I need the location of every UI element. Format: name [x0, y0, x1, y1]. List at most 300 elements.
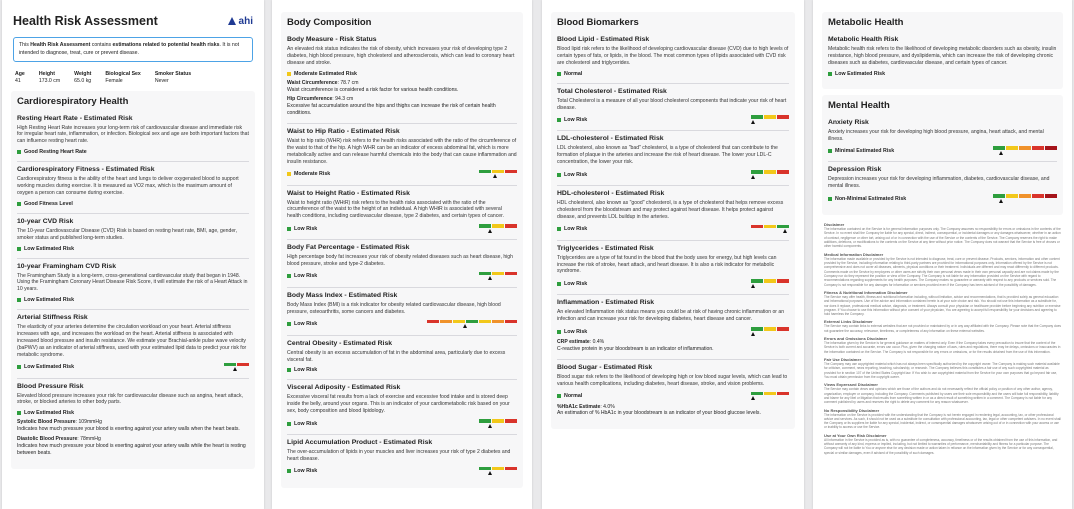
risk-card-title: Depression Risk — [828, 166, 882, 174]
risk-status — [17, 149, 87, 155]
profile-value: 173.0 cm — [38, 77, 61, 84]
risk-status — [557, 393, 582, 399]
risk-status-row — [557, 392, 789, 401]
gauge-pointer-icon — [488, 276, 492, 280]
gauge-segment — [479, 467, 491, 471]
status-indicator-icon — [557, 330, 561, 334]
gauge-segment — [505, 272, 517, 276]
risk-status-row — [287, 419, 517, 428]
gauge-segment — [764, 279, 776, 283]
metric-explanation: C-reactive protein in your bloodstream is an indicator of inflammation. — [557, 345, 714, 352]
gauge-segment — [453, 320, 465, 324]
risk-status — [557, 281, 587, 287]
risk-status-row — [17, 149, 249, 155]
legal-heading: No Responsibility Disclaimer — [824, 407, 880, 413]
risk-card-title: Body Mass Index - Estimated Risk — [287, 291, 398, 299]
status-indicator-icon — [557, 173, 561, 177]
section-title: Metabolic Health — [828, 17, 904, 28]
gauge-pointer-icon — [751, 120, 755, 124]
status-indicator-icon — [557, 394, 561, 398]
risk-card-title: Central Obesity - Estimated Risk — [287, 339, 393, 347]
risk-card-description: An elevated Inflammation risk status means you could be at risk of having chronic inflammation or an infection and can increase your risk for developing diabetes, heart disease and cancer. — [557, 309, 785, 323]
status-indicator-icon — [287, 469, 291, 473]
profile-label: Height — [38, 71, 55, 78]
status-indicator-icon — [287, 422, 291, 426]
risk-status — [828, 71, 885, 77]
risk-status-row — [557, 170, 789, 179]
section-body-composition — [281, 12, 523, 488]
risk-card — [287, 32, 517, 124]
profile-field — [74, 71, 91, 85]
legal-heading: Disclaimer — [824, 222, 845, 228]
risk-status-label: Moderate Risk — [294, 171, 331, 177]
risk-status-row — [17, 410, 249, 416]
risk-gauge — [479, 419, 517, 428]
risk-status — [287, 226, 317, 232]
risk-card-title: Arterial Stiffness Risk — [17, 314, 88, 322]
metric-label: Hip Circumference — [287, 96, 333, 103]
gauge-segment — [751, 225, 763, 229]
risk-card — [287, 186, 517, 241]
section-title: Blood Biomarkers — [557, 17, 639, 28]
profile-summary — [10, 62, 256, 91]
risk-status — [17, 410, 74, 416]
gauge-pointer-icon — [999, 199, 1003, 203]
risk-card-description: Depression increases your risk for developing inflammation, diabetes, cardiovascular disease, and mental illness. — [828, 176, 1050, 190]
risk-status-row — [557, 279, 789, 288]
gauge-segment — [751, 392, 763, 396]
risk-card-title: Resting Heart Rate - Estimated Risk — [17, 114, 133, 122]
status-indicator-icon — [557, 118, 561, 122]
gauge-segment — [764, 225, 776, 229]
metric-explanation: Waist circumference is considered a risk factor for various health conditions. — [287, 86, 459, 93]
risk-card-title: Waist to Hip Ratio - Estimated Risk — [287, 128, 400, 135]
status-indicator-icon — [557, 227, 561, 231]
status-indicator-icon — [17, 298, 21, 302]
gauge-segment — [1032, 194, 1044, 198]
metric-value: : 109mmHg — [75, 419, 102, 426]
risk-status-row — [17, 297, 249, 303]
risk-status-label: Low Estimated Risk — [835, 70, 886, 77]
status-indicator-icon — [828, 149, 832, 153]
risk-card — [828, 32, 1057, 83]
risk-status-row — [287, 367, 517, 373]
gauge-pointer-icon — [751, 284, 755, 288]
gauge-segment — [427, 320, 439, 324]
risk-status-row — [557, 225, 789, 234]
gauge-segment — [777, 392, 789, 396]
gauge-segment — [492, 272, 504, 276]
metric-label: Diastolic Blood Pressure — [17, 436, 78, 443]
risk-card — [557, 186, 789, 241]
metric-detail — [17, 436, 249, 457]
risk-card — [828, 115, 1057, 163]
risk-card-description: Blood lipid risk refers to the likelihood of developing cardiovascular disease (CVD) due to high levels of certain types of fats, or lipids, in the blood. The most common types of lipids associated with CVD risk are cholesterol and triglycerides. — [557, 46, 789, 66]
status-indicator-icon — [287, 172, 291, 176]
risk-card-title: 10-year CVD Risk — [17, 217, 74, 225]
gauge-pointer-icon — [488, 471, 492, 475]
risk-gauge — [479, 467, 517, 476]
column-1 — [10, 91, 256, 469]
brand-logo — [228, 16, 253, 27]
risk-gauge — [751, 115, 789, 124]
doc-header — [10, 12, 256, 28]
risk-status-row — [557, 71, 789, 77]
ahi-logo-icon — [228, 17, 237, 25]
metric-value: : 78.7 cm — [337, 79, 359, 86]
gauge-pointer-icon — [488, 424, 492, 428]
legal-paragraph: The information contained on the Service is for general information purposes only. The Company assumes no responsibility for errors or omissions in the contents of the Service. In no event shall the Company be liable for any special, direct, indirect, consequential, or incidental damages or any damages whatsoever, whether in an action of contract, negligence or other tort, arising out of or in connection with the use of the Service or the contents of the Service. The Company reserves the right to make additions, deletions, or modifications to the contents on the Service at any time without prior notice. The Company does not warrant that the Service is free of viruses or other harmful components. — [824, 227, 1061, 249]
risk-status-label: Low Risk — [564, 328, 588, 335]
risk-card-title: HDL-cholesterol - Estimated Risk — [557, 190, 665, 197]
risk-status-label: Normal — [564, 393, 583, 399]
gauge-segment — [764, 115, 776, 119]
risk-card — [287, 124, 517, 186]
risk-card — [287, 240, 517, 288]
gauge-segment — [224, 363, 236, 367]
risk-status — [287, 171, 330, 177]
risk-card-description: Body Mass Index (BMI) is a risk indicator for obesity related cardiovascular disease, high blood pressure, osteoarthritis, some cancers and diabetes. — [287, 301, 501, 315]
profile-label: Biological Sex — [105, 71, 141, 78]
risk-status — [17, 201, 73, 207]
risk-gauge — [479, 224, 517, 233]
section-cardiorespiratory-health — [11, 91, 255, 469]
risk-status-row — [17, 246, 249, 252]
gauge-segment — [993, 194, 1005, 198]
risk-status-row — [287, 467, 517, 476]
page-1 — [2, 0, 264, 509]
legal-heading: Use at Your Own Risk Disclaimer — [824, 432, 887, 438]
gauge-segment — [993, 146, 1005, 150]
metric-explanation: An estimation of % HbA1c in your bloodstream is an indicator of your blood glucose levels. — [557, 410, 761, 417]
metric-value: : 78mmHg — [77, 436, 101, 443]
metric-value: : 0.4% — [589, 339, 605, 345]
profile-value: Never — [154, 77, 169, 84]
gauge-segment — [505, 320, 517, 324]
page-2 — [272, 0, 532, 509]
profile-field — [39, 71, 60, 85]
risk-status-row — [287, 71, 517, 77]
metric-value: : 4.0% — [600, 403, 615, 410]
profile-label: Age — [15, 71, 25, 78]
risk-card-description: Elevated blood pressure increases your risk for cardiovascular disease such as angina, heart attack, stroke, or blocked arteries to other body parts. — [17, 392, 243, 406]
gauge-segment — [777, 115, 789, 119]
page-4 — [813, 0, 1072, 509]
gauge-segment — [777, 327, 789, 331]
risk-card-title: 10-year Framingham CVD Risk — [17, 262, 116, 270]
gauge-segment — [777, 225, 789, 229]
legal-paragraph: The Service may contain links to external websites that are not provided or maintained by or in any way affiliated with the Company. Please note that the Company does not guarantee the accuracy, relevance, timeliness, or completeness of any information on these external websites. — [824, 324, 1061, 333]
risk-card — [17, 214, 249, 259]
risk-card-description: High Resting Heart Rate increases your long-term risk of cardiovascular disease and immediate risk for irregular heart rate, inflammation, or infection. Biological sex and age are both important factors that can influence resting heart rate. — [17, 124, 249, 145]
risk-status-label: Non-Minimal Estimated Risk — [835, 195, 907, 202]
gauge-segment — [492, 419, 504, 423]
risk-gauge — [751, 392, 789, 401]
profile-label: Weight — [74, 71, 92, 78]
risk-card-title: Body Fat Percentage - Estimated Risk — [287, 244, 410, 252]
gauge-segment — [751, 115, 763, 119]
risk-card — [287, 380, 517, 435]
gauge-pointer-icon — [488, 229, 492, 233]
risk-card-description: HDL cholesterol, also known as "good" cholesterol, is a type of cholesterol that helps remove excess cholesterol from the bloodstream and may protect against heart disease. It helps protect against disease, and prevents LDL buildup in the arteries. — [557, 200, 784, 220]
risk-card-description: Waist to hip ratio (WHR) risk refers to the health risks associated with the ratio of the circumference of the waist to that of the hip. A high WHR can be an indicator of excess abdominal fat, which is more metabolically active and can release harmful chemicals into the body that can cause inflammation and insulin resistance. — [287, 138, 517, 165]
gauge-segment — [505, 467, 517, 471]
section-title: Mental Health — [828, 99, 890, 111]
risk-status-row — [287, 272, 517, 281]
gauge-segment — [505, 170, 517, 174]
metric-value: : 94.3 cm — [332, 96, 354, 103]
risk-status-row — [287, 224, 517, 233]
gauge-segment — [1032, 146, 1044, 150]
gauge-segment — [751, 170, 763, 174]
metric-explanation: Indicates how much pressure your blood is exerting against your artery walls when the heart beats. — [17, 426, 240, 433]
gauge-segment — [764, 327, 776, 331]
column-3 — [550, 12, 796, 429]
legal-heading: Views Expressed Disclaimer — [824, 382, 878, 388]
risk-status-label: Low Estimated Risk — [24, 410, 75, 417]
risk-status-label: Low Risk — [294, 225, 318, 232]
metric-detail — [287, 80, 517, 94]
metric-label: Systolic Blood Pressure — [17, 419, 76, 426]
risk-status — [17, 246, 74, 252]
risk-status — [557, 329, 587, 335]
risk-card — [557, 295, 789, 360]
risk-gauge — [479, 272, 517, 281]
profile-field — [105, 71, 140, 85]
gauge-segment — [479, 419, 491, 423]
risk-card-description: Central obesity is an excess accumulation of fat in the abdominal area, particularly due to excess visceral fat. — [287, 349, 506, 363]
risk-status-row — [17, 363, 249, 372]
risk-status — [557, 117, 587, 123]
section-title: Body Composition — [287, 17, 372, 28]
risk-card-description: Triglycerides are a type of fat found in the blood that the body uses for energy, but high levels can increase the risk of stroke, heart attack, and heart disease. It is also a risk indicator for metabolic syndrome. — [557, 254, 777, 275]
legal-paragraph: The Service may offer health, fitness and nutritional information including, without limitation, advice and recommendations, that is provided solely as general education and informational purposes. Use of the advice and information contained herein is at your sole choice and risk. You should not use this information as a substitute for, nor does it replace, professional medical advice, diagnosis, or treatment. Always consult your physician or healthcare provider before beginning any nutrition or exercise program. If You choose to use this information without prior consent of your physician, You are agreeing to accept full responsibility for your decisions and agreeing to hold harmless the Company. — [824, 294, 1061, 317]
legal-paragraph: The information given by the Service is for general guidance on matters of interest only. Even if the Company takes every precaution to insure that the content of the Service is both current and accurate, errors can occur. Plus, given the changing nature of laws, rules and regulations, there may be delays, omissions or inaccuracies in the information contained on the Service. The Company is not responsible for any errors or omissions, or for the results obtained from the use of this information. — [824, 341, 1061, 354]
risk-status-label: Low Risk — [564, 226, 588, 233]
gauge-segment — [505, 224, 517, 228]
page-3 — [542, 0, 804, 509]
risk-status-row — [557, 327, 789, 336]
risk-status — [287, 273, 317, 279]
risk-card — [287, 435, 517, 482]
status-indicator-icon — [828, 197, 832, 201]
risk-status-row — [557, 115, 789, 124]
status-indicator-icon — [287, 274, 291, 278]
legal-disclaimer — [821, 215, 1064, 455]
risk-status — [287, 421, 317, 427]
gauge-segment — [492, 170, 504, 174]
risk-card-title: Visceral Adiposity - Estimated Risk — [287, 384, 401, 392]
risk-card-title: Blood Sugar - Estimated Risk — [557, 363, 653, 371]
section-blood-biomarkers — [551, 12, 795, 429]
metric-detail — [17, 419, 249, 433]
risk-status-label: Normal — [564, 70, 583, 77]
risk-card-title: Blood Pressure Risk — [17, 382, 84, 390]
legal-heading: Fitness & Nutritional Information Disclaimer — [824, 289, 908, 295]
legal-heading: External Links Disclaimer — [824, 319, 873, 325]
risk-status-row — [828, 194, 1057, 203]
gauge-segment — [1019, 194, 1031, 198]
risk-status-label: Low Risk — [564, 171, 588, 178]
column-2 — [280, 12, 524, 488]
risk-gauge — [224, 363, 249, 372]
gauge-segment — [479, 272, 491, 276]
section-mental-health — [822, 95, 1063, 216]
risk-status-row — [287, 320, 517, 329]
metric-detail — [557, 404, 789, 418]
risk-card — [557, 84, 789, 132]
risk-card — [287, 336, 517, 381]
status-indicator-icon — [287, 322, 291, 326]
metric-explanation: Excessive fat accumulation around the hips and thighs can increase the risk of certain health conditions. — [287, 103, 496, 117]
risk-gauge — [993, 146, 1057, 155]
intro-bold-phrase: estimations related to potential health risks — [112, 42, 220, 48]
risk-gauge — [427, 320, 517, 329]
profile-field — [155, 71, 191, 85]
risk-status-row — [828, 71, 1057, 77]
risk-card-title: Total Cholesterol - Estimated Risk — [557, 87, 667, 95]
risk-card-description: Excessive visceral fat results from a lack of exercise and excessive food intake and is stored deep inside the belly, around your organs. This is an indicator of your cardiometabolic risk based on your sex, body composition and blood lipidology. — [287, 394, 510, 415]
risk-status — [287, 367, 317, 373]
gauge-segment — [1019, 146, 1031, 150]
risk-card-title: Lipid Accumulation Product - Estimated Risk — [287, 439, 433, 446]
legal-paragraph: All information in the Service is provided as is, with no guarantee of completeness, accuracy, timeliness or of the results obtained from the use of this information, and without warranty of any kind, express or implied, including, but not limited to warranties of performance, merchantability and fitness for a particular purpose. The Company will not be liable to You or anyone else for any decision made or action taken in reliance on the information given by the Service or for any consequential, special or similar damages, even if advised of the possibility of such damages. — [824, 437, 1058, 455]
risk-status-label: Good Fitness Level — [24, 200, 73, 207]
risk-status-label: Low Risk — [564, 116, 588, 123]
risk-gauge — [751, 170, 789, 179]
risk-card-description: The Framingham Study is a long-term, cross-generational cardiovascular study that began in 1948. Using the Framingham Coronary Heart Disease Risk Score, it will estimate the risk of a Heart Attack in 10 years. — [17, 272, 248, 293]
gauge-segment — [1006, 194, 1018, 198]
intro-notice — [13, 37, 253, 62]
legal-paragraph: The information made available or provided by the Service is not intended to diagnose, treat, cure or prevent disease. Products, services, information and other content provided by the Service, including information relating to third-party partners are provided for informational purposes only. Information offered by the Service is not comprehensive and does not cover all diseases, ailments, physical conditions or their treatment. Individuals are different and may react differently to different products. Comments made on the Service by employees or other users are strictly their own personal views made in their own personal capacity and are not claims made by the Company nor do they represent the position or view of the Company. The Company is not liable for any information provided on the Service with regard to recommendations regarding supplements for any health purposes. The Company makes no guarantee or warranty with respect to any products or services sold. The Company is not responsible for any damages for information or services provided even if the Company has been advised of the possibility of damages. — [824, 256, 1060, 287]
page-title: Health Risk Assessment — [13, 14, 158, 28]
intro-text: This — [19, 42, 31, 48]
risk-card-description: The over-accumulation of lipids in your muscles and liver increases your risk of type 2 diabetes and heart disease. — [287, 449, 511, 462]
intro-text: . It is not intended to diagnose, treat, cure or prevent disease. — [19, 42, 240, 56]
risk-card — [557, 360, 789, 424]
risk-status-row — [17, 201, 249, 207]
profile-value: 65.0 kg — [74, 77, 92, 84]
risk-card — [557, 32, 789, 84]
metric-explanation: Indicates how much pressure your blood is exerting against your artery walls while the heart is resting between beats. — [17, 442, 246, 456]
gauge-segment — [492, 224, 504, 228]
gauge-segment — [764, 392, 776, 396]
risk-card-title: Blood Lipid - Estimated Risk — [557, 36, 650, 43]
gauge-segment — [751, 279, 763, 283]
gauge-pointer-icon — [999, 151, 1003, 155]
gauge-segment — [479, 170, 491, 174]
risk-status — [828, 196, 906, 202]
gauge-segment — [777, 279, 789, 283]
risk-status — [17, 364, 74, 370]
metric-label: Waist Circumference — [287, 79, 338, 86]
gauge-segment — [440, 320, 452, 324]
risk-card-description: The elasticity of your arteries determine the circulation workload on your heart. Arterial stiffness increases with age, and increases the workload on the heart. Arterial stiffness is associated with increased blood pressure and insulin resistance. We estimate your Brachial-ankle pulse wave velocity (baPWV) as an indicator of arterial stiffness, used with your estimated lipid data to predict your risk for metabolic syndrome. — [17, 324, 247, 358]
profile-field — [15, 71, 25, 85]
section-metabolic-health — [822, 12, 1063, 89]
status-indicator-icon — [828, 72, 832, 76]
risk-card-title: Triglycerides - Estimated Risk — [557, 244, 654, 252]
gauge-segment — [505, 419, 517, 423]
risk-status-label: Low Risk — [294, 468, 318, 475]
risk-card — [557, 241, 789, 296]
risk-status — [287, 71, 357, 77]
risk-card-description: The 10-year Cardiovascular Disease (CVD) Risk is based on resting heart rate, BMI, age, gender, smoker status and published long-term studies. — [17, 227, 237, 241]
gauge-pointer-icon — [751, 175, 755, 179]
risk-card-title: Cardiorespiratory Fitness - Estimated Risk — [17, 166, 155, 174]
risk-status — [287, 468, 317, 474]
gauge-segment — [237, 363, 249, 367]
gauge-segment — [1045, 194, 1057, 198]
risk-card — [17, 259, 249, 311]
risk-gauge — [479, 170, 517, 179]
gauge-segment — [492, 467, 504, 471]
legal-paragraph: The information on the Service is provided with the understanding that the Company is not herein engaged in rendering legal, accounting, tax, or other professional advice and services. As such, it should not be used as a substitute for consultation with professional accounting, tax, legal or other competent advisers. In no event shall the Company or its suppliers be liable for any special, incidental, indirect, or consequential damages whatsoever arising out of or in connection with your access or use or inability to access or use the Service. — [824, 412, 1061, 430]
status-indicator-icon — [287, 227, 291, 231]
risk-status-label: Minimal Estimated Risk — [835, 147, 895, 154]
risk-status — [287, 321, 317, 327]
risk-card — [17, 379, 249, 463]
legal-paragraph: The Company may use copyrighted material which has not always been specifically authorized by the copyright owner. The Company is making such material available for criticism, comment, news reporting, teaching, scholarship, or research. The Company believes this constitutes a fair use of any such copyrighted material as provided for in section 107 of the United States Copyright law. If You wish to use copyrighted material from the Service for your own purposes that go beyond fair use, You must obtain permission from the copyright owner. — [824, 362, 1060, 379]
risk-card-description: Anxiety increases your risk for developing high blood pressure, angina, heart attack, and mental illness. — [828, 128, 1044, 142]
status-indicator-icon — [557, 72, 561, 76]
section-title: Cardiorespiratory Health — [17, 95, 129, 107]
risk-status — [17, 297, 74, 303]
risk-status-label: Low Risk — [294, 420, 318, 427]
risk-card-title: Waist to Height Ratio - Estimated Risk — [287, 189, 410, 197]
risk-status-row — [828, 146, 1057, 155]
risk-gauge — [751, 279, 789, 288]
risk-card-title: Metabolic Health Risk — [828, 36, 899, 43]
gauge-pointer-icon — [751, 332, 755, 336]
risk-status-label: Low Risk — [294, 273, 318, 280]
risk-card-description: Waist to height ratio (WHtR) risk refers to the health risks associated with the ratio of the circumference of the waist to the height of an individual. A high WHtR is associated with several health conditions, including cardiovascular disease, type 2 diabetes, and certain types of cancer. — [287, 199, 504, 220]
risk-status-row — [287, 170, 517, 179]
risk-status-label: Low Risk — [294, 367, 318, 374]
risk-status-label: Low Estimated Risk — [24, 245, 75, 252]
risk-status — [557, 71, 582, 77]
risk-card-description: High percentage body fat increases your risk of obesity related diseases such as heart disease, high blood pressure, stroke and type-2 diabetes. — [287, 254, 513, 267]
risk-card — [17, 162, 249, 214]
gauge-pointer-icon — [493, 174, 497, 178]
status-indicator-icon — [287, 368, 291, 372]
gauge-segment — [1045, 146, 1057, 150]
gauge-segment — [466, 320, 478, 324]
risk-card — [287, 288, 517, 336]
risk-card-title: LDL-cholesterol - Estimated Risk — [557, 135, 664, 143]
risk-status-label: Moderate Estimated Risk — [294, 70, 357, 77]
brand-name: ahi — [238, 15, 253, 27]
legal-paragraph: The Service may contain views and opinions which are those of the authors and do not necessarily reflect the official policy or position of any other author, agency, organization, employer or company, including the Company. Comments published by users are their sole responsibility and the users will take full responsibility, liability and blame for any libel or litigation that results from something written in or as a direct result of something written in a comment. The Company is not liable for any comment published by users and reserves the right to delete any comment for any reason whatsoever. — [824, 387, 1059, 405]
legal-heading: Fair Use Disclaimer — [824, 357, 862, 362]
risk-card-title: Anxiety Risk — [828, 118, 869, 126]
risk-status-label: Good Resting Heart Rate — [24, 149, 87, 156]
risk-card — [557, 131, 789, 186]
risk-status — [557, 172, 587, 178]
risk-card-title: Inflammation - Estimated Risk — [557, 299, 655, 307]
status-indicator-icon — [287, 72, 291, 76]
risk-card-description: Cardiorespiratory fitness is the ability of the heart and lungs to deliver oxygenated blood to support working muscles during exercise. It is measured as VO2 max, which is the maximum amount of oxygen a person can consume during exercise. — [17, 176, 239, 196]
gauge-segment — [479, 320, 491, 324]
status-indicator-icon — [557, 282, 561, 286]
status-indicator-icon — [17, 365, 21, 369]
gauge-segment — [1006, 146, 1018, 150]
risk-card — [828, 162, 1057, 209]
status-indicator-icon — [17, 247, 21, 251]
profile-label: Smoker Status — [154, 71, 192, 78]
gauge-pointer-icon — [463, 324, 467, 328]
gauge-segment — [777, 170, 789, 174]
